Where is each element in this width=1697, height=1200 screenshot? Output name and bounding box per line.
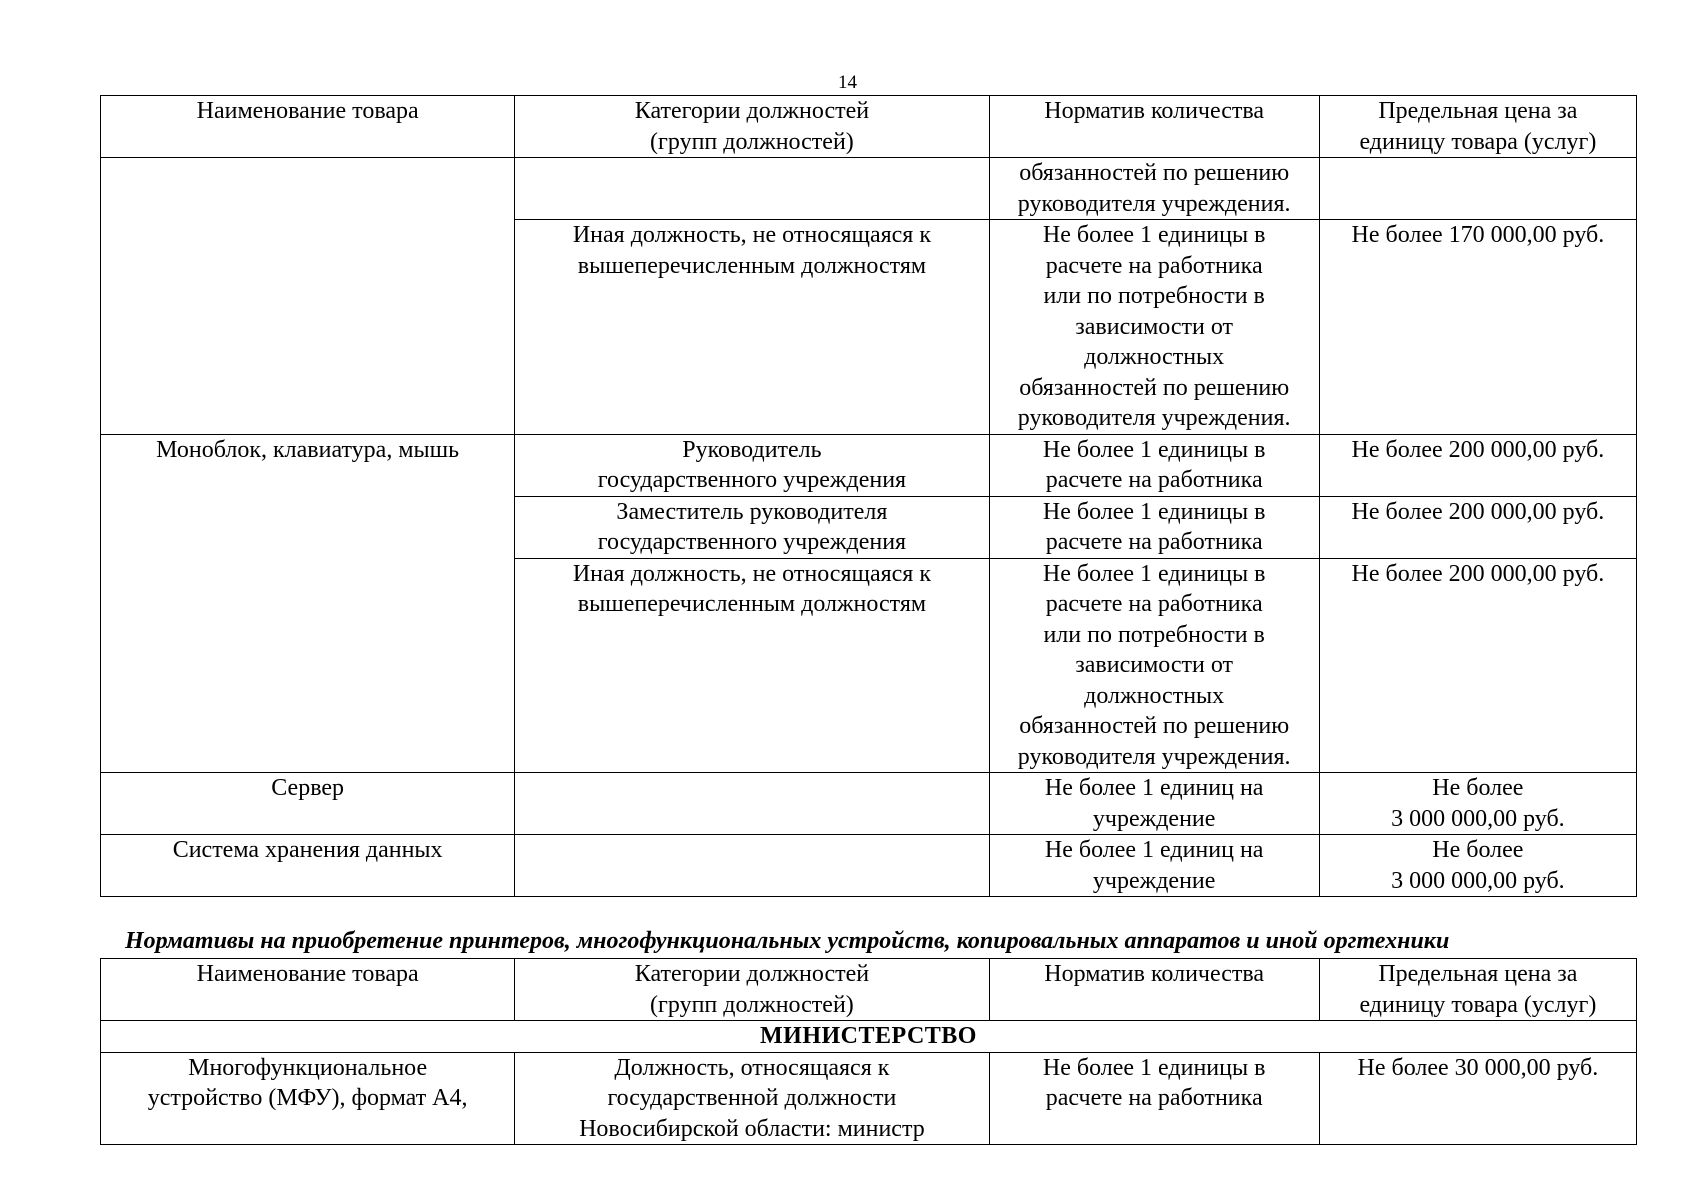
cell-price-limit: [1319, 1052, 1636, 1145]
cell-position-category: [515, 773, 989, 835]
cell-text-line: Наименование товара: [196, 961, 419, 987]
cell-text-line: 3 000 000,00 руб.: [1391, 805, 1565, 832]
cell-position-category: [515, 558, 989, 773]
cell-product-name: [101, 773, 515, 835]
cell-quantity-norm: [989, 158, 1319, 220]
cell-price-limit: [1319, 558, 1636, 773]
cell-text-line: Не более 200 000,00 руб.: [1351, 436, 1605, 463]
cell-text-line: Система хранения данных: [172, 837, 443, 863]
cell-position-category: [515, 434, 989, 496]
header-cell-quantity: [989, 96, 1319, 158]
cell-text-line: обязанностей по решению: [1019, 374, 1290, 401]
cell-text-line: Не более 30 000,00 руб.: [1357, 1054, 1599, 1081]
cell-text-line: должностных: [1084, 344, 1225, 370]
section-row-ministry: МИНИСТЕРСТВО: [101, 1021, 1637, 1053]
cell-text-line: зависимости от: [1075, 652, 1234, 678]
cell-quantity-norm: [989, 220, 1319, 435]
cell-text-line: государственного учреждения: [597, 467, 907, 493]
page-number: 14: [838, 72, 857, 93]
cell-quantity-norm: [989, 835, 1319, 897]
table-row: [101, 773, 1637, 835]
cell-quantity-norm: [989, 773, 1319, 835]
norms-table-printers: [100, 958, 1637, 1145]
cell-position-category: [515, 158, 989, 220]
table-row: [101, 434, 1637, 496]
cell-text-line: обязанностей по решению: [1019, 713, 1290, 739]
header-cell-category: [515, 959, 989, 1021]
cell-text-line: вышеперечисленным должностям: [577, 591, 927, 617]
cell-text-line: государственной должности: [607, 1085, 897, 1111]
cell-text-line: должностных: [1084, 682, 1225, 709]
cell-text-line: Норматив количества: [1044, 98, 1265, 124]
cell-price-limit: [1319, 835, 1636, 897]
cell-text-line: расчете на работника: [1045, 591, 1263, 617]
cell-text-line: учреждение: [1092, 867, 1216, 894]
cell-text-line: Категории должностей: [634, 961, 870, 987]
cell-text-line: Руководитель: [682, 436, 822, 463]
cell-product-name: [101, 835, 515, 897]
cell-text-line: Не более 1 единиц на: [1044, 775, 1264, 801]
cell-text-line: Не более 1 единицы в: [1042, 560, 1266, 587]
cell-position-category: [515, 1052, 989, 1145]
header-cell-price: [1319, 959, 1636, 1021]
cell-quantity-norm: [989, 434, 1319, 496]
cell-text-line: руководителя учреждения.: [1017, 190, 1291, 217]
cell-product-name: [101, 1052, 515, 1145]
cell-text-line: расчете на работника: [1045, 1085, 1263, 1111]
cell-price-limit: [1319, 434, 1636, 496]
cell-price-limit: [1319, 158, 1636, 220]
cell-price-limit: [1319, 220, 1636, 435]
cell-text-line: зависимости от: [1075, 313, 1234, 340]
cell-position-category: [515, 220, 989, 435]
cell-text-line: Иная должность, не относящаяся к: [572, 222, 931, 248]
cell-text-line: расчете на работника: [1045, 529, 1263, 555]
header-cell-name: [101, 959, 515, 1021]
cell-text-line: вышеперечисленным должностям: [577, 252, 927, 279]
cell-text-line: Должность, относящаяся к: [614, 1054, 890, 1081]
cell-text-line: расчете на работника: [1045, 252, 1263, 279]
cell-text-line: Не более: [1432, 837, 1524, 863]
cell-text-line: государственного учреждения: [597, 529, 907, 555]
cell-text-line: Многофункциональное: [188, 1054, 428, 1081]
norms-table-computers: [100, 95, 1637, 897]
cell-text-line: Наименование товара: [196, 98, 419, 124]
table-header-row: [101, 96, 1637, 158]
cell-text-line: Иная должность, не относящаяся к: [572, 560, 931, 587]
cell-text-line: Не более 1 единиц на: [1044, 837, 1264, 863]
cell-text-line: Не более 1 единицы в: [1042, 222, 1266, 248]
cell-text-line: Не более 200 000,00 руб.: [1351, 498, 1605, 525]
cell-text-line: Предельная цена за: [1378, 98, 1578, 124]
table-row: [101, 1052, 1637, 1145]
cell-quantity-norm: [989, 1052, 1319, 1145]
header-cell-name: [101, 96, 515, 158]
cell-product-name: [101, 434, 515, 773]
cell-text-line: 3 000 000,00 руб.: [1391, 867, 1565, 894]
table-header-row: [101, 959, 1637, 1021]
cell-text-line: руководителя учреждения.: [1017, 743, 1291, 770]
cell-quantity-norm: [989, 496, 1319, 558]
cell-text-line: Норматив количества: [1044, 961, 1265, 987]
cell-text-line: Не более 1 единицы в: [1042, 498, 1266, 525]
cell-price-limit: [1319, 496, 1636, 558]
header-cell-quantity: [989, 959, 1319, 1021]
cell-text-line: Новосибирской области: министр: [579, 1115, 925, 1142]
cell-text-line: (групп должностей): [650, 991, 854, 1018]
cell-product-name: [101, 158, 515, 435]
cell-text-line: Заместитель руководителя: [616, 498, 888, 525]
cell-text-line: или по потребности в: [1043, 283, 1265, 309]
cell-text-line: Не более 1 единицы в: [1042, 1054, 1266, 1081]
cell-text-line: Не более 170 000,00 руб.: [1351, 222, 1605, 248]
cell-position-category: [515, 496, 989, 558]
cell-text-line: Предельная цена за: [1378, 961, 1578, 987]
cell-text-line: обязанностей по решению: [1019, 160, 1290, 186]
cell-quantity-norm: [989, 558, 1319, 773]
section-title: Нормативы на приобретение принтеров, многофункциональных устройств, копировальных аппаратов и иной оргтехники: [125, 928, 1450, 954]
cell-text-line: Сервер: [271, 775, 345, 801]
cell-text-line: Моноблок, клавиатура, мышь: [156, 436, 460, 463]
cell-text-line: устройство (МФУ), формат А4,: [147, 1085, 468, 1111]
section-row: [101, 1021, 1637, 1053]
table-row: [101, 835, 1637, 897]
cell-text-line: единицу товара (услуг): [1359, 991, 1597, 1018]
cell-text-line: учреждение: [1092, 805, 1216, 832]
cell-price-limit: [1319, 773, 1636, 835]
cell-text-line: или по потребности в: [1043, 621, 1265, 648]
cell-text-line: расчете на работника: [1045, 467, 1263, 493]
table-row: [101, 158, 1637, 220]
cell-text-line: Не более 1 единицы в: [1042, 436, 1266, 463]
cell-text-line: руководителя учреждения.: [1017, 405, 1291, 431]
cell-text-line: Не более 200 000,00 руб.: [1351, 560, 1605, 587]
header-cell-price: [1319, 96, 1636, 158]
header-cell-category: [515, 96, 989, 158]
cell-text-line: (групп должностей): [650, 128, 854, 155]
cell-text-line: единицу товара (услуг): [1359, 128, 1597, 155]
cell-text-line: Категории должностей: [634, 98, 870, 124]
cell-text-line: Не более: [1432, 775, 1524, 801]
cell-position-category: [515, 835, 989, 897]
